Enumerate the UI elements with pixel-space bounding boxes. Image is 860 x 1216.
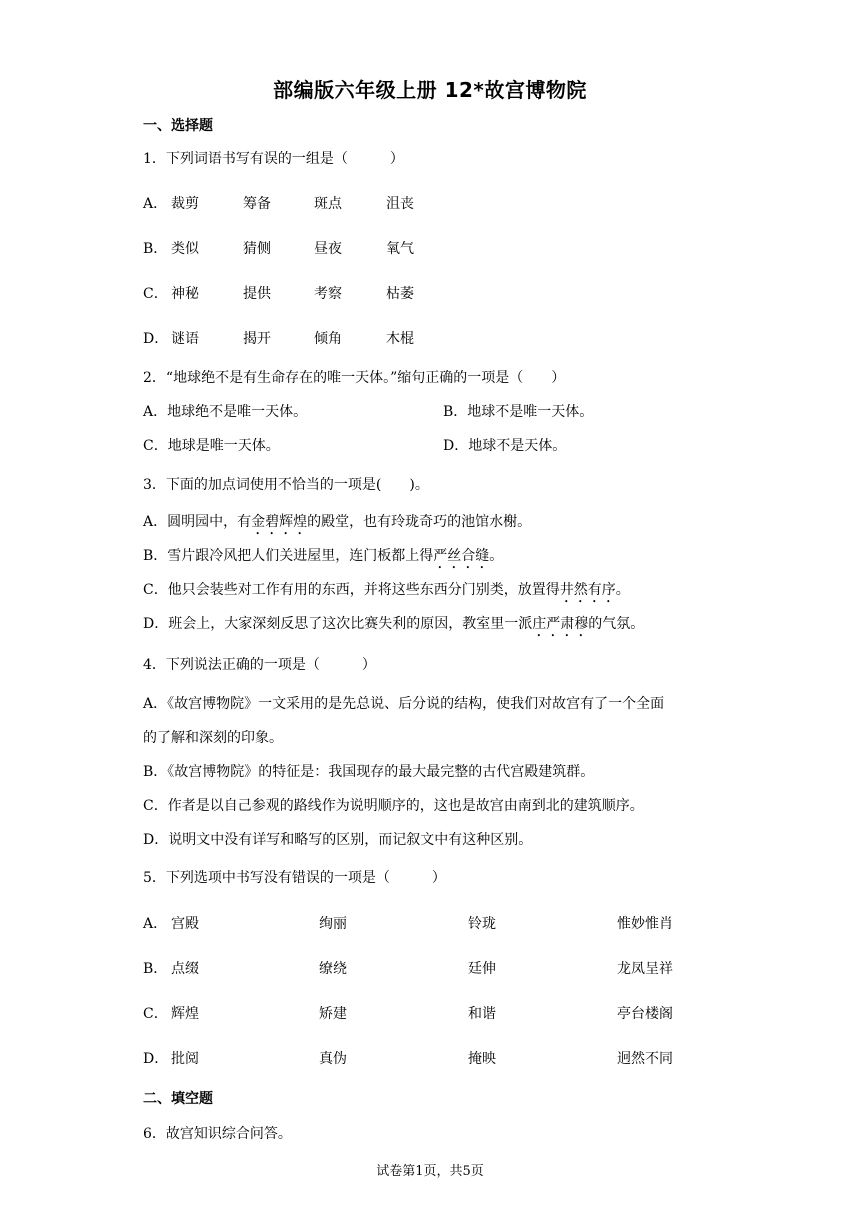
option-word: 提供 (243, 286, 271, 302)
option-text: D．班会上，大家深刻反思了这次比赛失利的原因，教室里一派 (143, 616, 533, 632)
question-3-stem: 3．下面的加点词使用不恰当的一项是( )。 (143, 477, 429, 493)
option-text: A．圆明园中，有 (143, 514, 252, 530)
option-text: 的殿堂，也有玲珑奇巧的池馆水榭。 (307, 514, 532, 530)
option-word: 批阅 (171, 1051, 199, 1067)
option-word: 谜语 (171, 331, 199, 347)
option-label: D． (143, 1051, 169, 1067)
option-word: 枯萎 (386, 286, 414, 302)
question-4-option-c: C．作者是以自己参观的路线作为说明顺序的，这也是故宫由南到北的建筑顺序。 (143, 798, 644, 814)
option-word: 龙凤呈祥 (617, 961, 673, 977)
option-label: C． (143, 1006, 168, 1022)
option-word: 氧气 (386, 241, 414, 257)
option-word: 裁剪 (171, 196, 199, 212)
option-word: 筹备 (243, 196, 271, 212)
option-word: 亭台楼阁 (617, 1006, 673, 1022)
option-word: 矫建 (319, 1006, 347, 1022)
question-4-option-d: D．说明文中没有详写和略写的区别，而记叙文中有这种区别。 (143, 832, 533, 848)
question-3-option-a (143, 511, 531, 538)
option-text: C．他只会装些对工作有用的东西，并将这些东西分门别类，放置得 (143, 582, 560, 598)
option-word: 沮丧 (386, 196, 414, 212)
question-3-option-b (143, 545, 503, 572)
option-word: 绚丽 (319, 916, 347, 932)
option-word: 木棍 (386, 331, 414, 347)
option-word: 和谐 (468, 1006, 496, 1022)
option-label: B． (143, 961, 168, 977)
option-word: 倾角 (314, 331, 342, 347)
question-2-stem: 2．“地球绝不是有生命存在的唯一天体。”缩句正确的一项是（ ） (143, 370, 566, 386)
option-word: 猜侧 (243, 241, 271, 257)
question-5-stem: 5．下列选项中书写没有错误的一项是（ ） (143, 870, 446, 886)
option-word: 考察 (314, 286, 342, 302)
option-word: 辉煌 (171, 1006, 199, 1022)
question-4-option-a: A．《故宫博物院》一文采用的是先总说、后分说的结构，使我们对故宫有了一个全面 (143, 696, 665, 712)
option-text: 的气氛。 (588, 616, 645, 632)
question-2-option-b: B．地球不是唯一天体。 (443, 404, 594, 420)
question-1-stem: 1．下列词语书写有误的一组是（ ） (143, 151, 404, 167)
emphasized-word: 庄严肃穆 (532, 616, 589, 632)
option-word: 廷伸 (468, 961, 496, 977)
option-text: B．雪片跟冷风把人们关进屋里，连门板都上得 (143, 548, 434, 564)
option-word: 铃珑 (468, 916, 496, 932)
section-heading-fill: 二、填空题 (143, 1091, 213, 1107)
option-word: 神秘 (171, 286, 199, 302)
question-4-option-b: B．《故宫博物院》的特征是：我国现存的最大最完整的古代宫殿建筑群。 (143, 764, 595, 780)
option-word: 昼夜 (314, 241, 342, 257)
question-2-option-d: D．地球不是天体。 (443, 438, 567, 454)
question-2-option-c: C．地球是唯一天体。 (143, 438, 280, 454)
option-word: 真伪 (319, 1051, 347, 1067)
option-word: 惟妙惟肖 (617, 916, 673, 932)
emphasized-word: 井然有序 (559, 582, 616, 598)
option-text: 。 (615, 582, 630, 598)
emphasized-word: 金碧辉煌 (251, 514, 308, 530)
question-3-option-d (143, 613, 644, 640)
option-label: A． (143, 196, 168, 212)
option-label: B． (143, 241, 168, 257)
option-word: 点缀 (171, 961, 199, 977)
option-word: 类似 (171, 241, 199, 257)
option-word: 揭开 (243, 331, 271, 347)
option-word: 掩映 (468, 1051, 496, 1067)
page-footer: 试卷第1页，共5页 (376, 1164, 484, 1179)
emphasized-word: 严丝合缝 (433, 548, 490, 564)
option-text: 。 (489, 548, 504, 564)
question-3-option-c (143, 579, 630, 606)
option-word: 宫殿 (171, 916, 199, 932)
option-label: D． (143, 331, 169, 347)
section-heading-choice: 一、选择题 (143, 118, 213, 134)
option-word: 斑点 (314, 196, 342, 212)
option-word: 迥然不同 (617, 1051, 673, 1067)
question-6-stem: 6．故宫知识综合问答。 (143, 1126, 292, 1142)
option-label: A． (143, 916, 168, 932)
option-word: 缭绕 (319, 961, 347, 977)
question-4-option-a-continued: 的了解和深刻的印象。 (143, 730, 283, 746)
question-2-option-a: A．地球绝不是唯一天体。 (143, 404, 308, 420)
page-title: 部编版六年级上册 12*故宫博物院 (273, 78, 587, 102)
option-label: C． (143, 286, 168, 302)
question-4-stem: 4．下列说法正确的一项是（ ） (143, 657, 376, 673)
